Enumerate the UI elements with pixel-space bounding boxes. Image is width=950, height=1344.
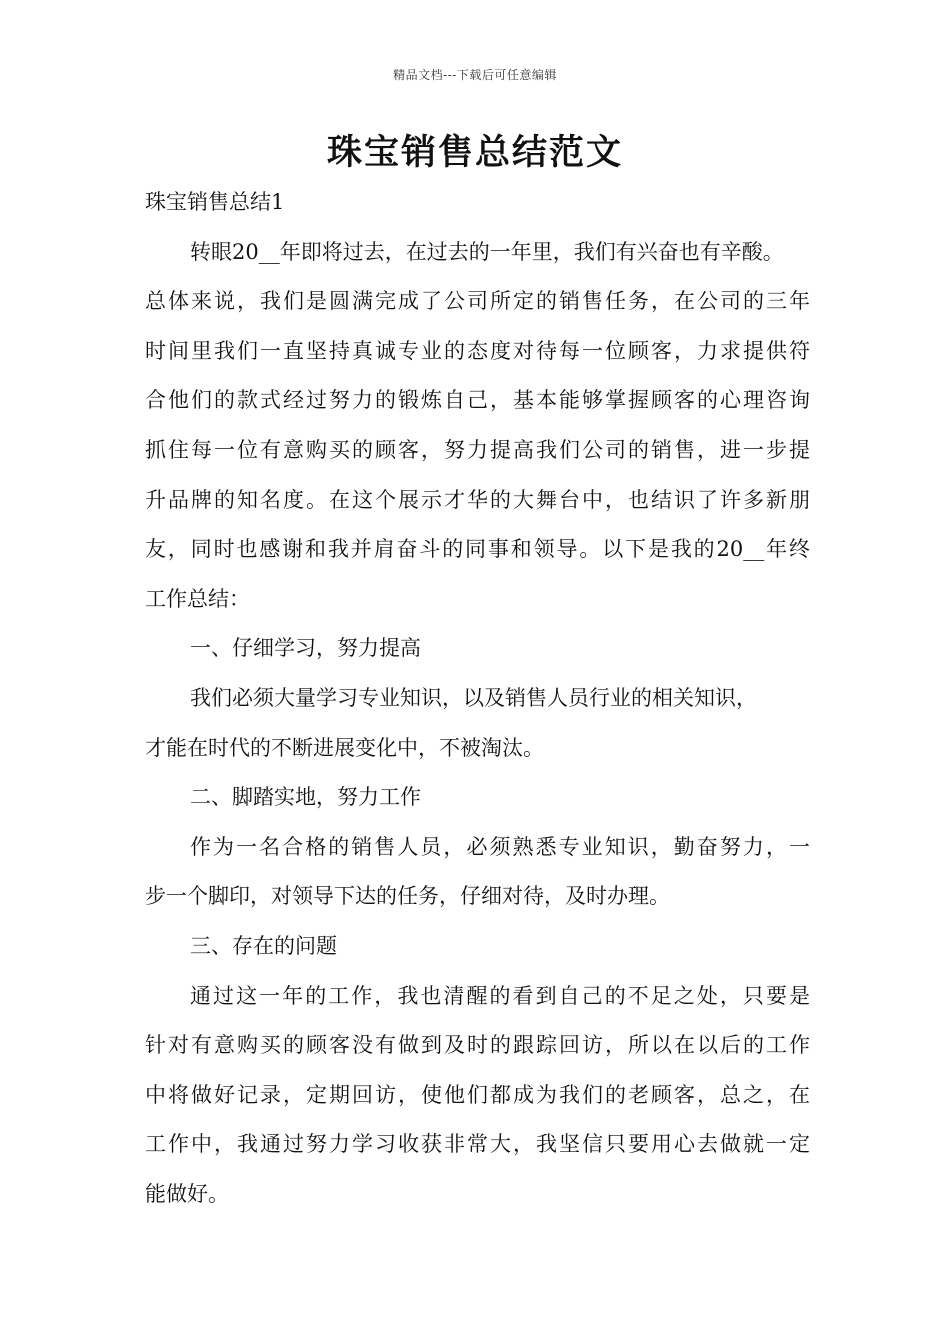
section-heading: 二、脚踏实地，努力工作 <box>190 785 421 810</box>
body-line: 总体来说，我们是圆满完成了公司所定的销售任务，在公司的三年 <box>145 289 810 314</box>
body-line: 通过这一年的工作，我也清醒的看到自己的不足之处，只要是 <box>190 983 810 1008</box>
body-line: 珠宝销售总结1 <box>145 190 285 214</box>
body-line: 工作总结： <box>145 586 250 611</box>
body-line: 针对有意购买的顾客没有做到及时的跟踪回访，所以在以后的工作 <box>145 1033 810 1058</box>
body-line: 合他们的款式经过努力的锻炼自己，基本能够掌握顾客的心理咨询 <box>145 388 810 413</box>
section-heading: 一、仔细学习，努力提高 <box>190 636 421 661</box>
body-line: 抓住每一位有意购买的顾客，努力提高我们公司的销售，进一步提 <box>145 437 810 462</box>
body-line: 作为一名合格的销售人员，必须熟悉专业知识，勤奋努力，一 <box>190 834 810 859</box>
document-body <box>145 178 810 1219</box>
body-line: 友，同时也感谢和我并肩奋斗的同事和领导。以下是我的20__年终 <box>145 537 810 562</box>
header-note: 精品文档---下载后可任意编辑 <box>393 68 557 82</box>
body-line: 工作中，我通过努力学习收获非常大，我坚信只要用心去做就一定 <box>145 1132 810 1157</box>
body-line: 中将做好记录，定期回访，使他们都成为我们的老顾客，总之，在 <box>145 1082 810 1107</box>
body-line: 能做好。 <box>145 1181 229 1206</box>
body-line: 升品牌的知名度。在这个展示才华的大舞台中，也结识了许多新朋 <box>145 487 810 512</box>
body-line: 时间里我们一直坚持真诚专业的态度对待每一位顾客，力求提供符 <box>145 338 810 363</box>
section-heading: 三、存在的问题 <box>190 933 337 958</box>
body-line: 步一个脚印，对领导下达的任务，仔细对待，及时办理。 <box>145 884 670 909</box>
body-line: 才能在时代的不断进展变化中，不被淘汰。 <box>145 735 544 760</box>
document-title: 珠宝销售总结范文 <box>326 132 623 173</box>
body-line: 我们必须大量学习专业知识，以及销售人员行业的相关知识， <box>190 685 757 710</box>
body-line: 转眼20__年即将过去，在过去的一年里，我们有兴奋也有辛酸。 <box>190 239 784 264</box>
